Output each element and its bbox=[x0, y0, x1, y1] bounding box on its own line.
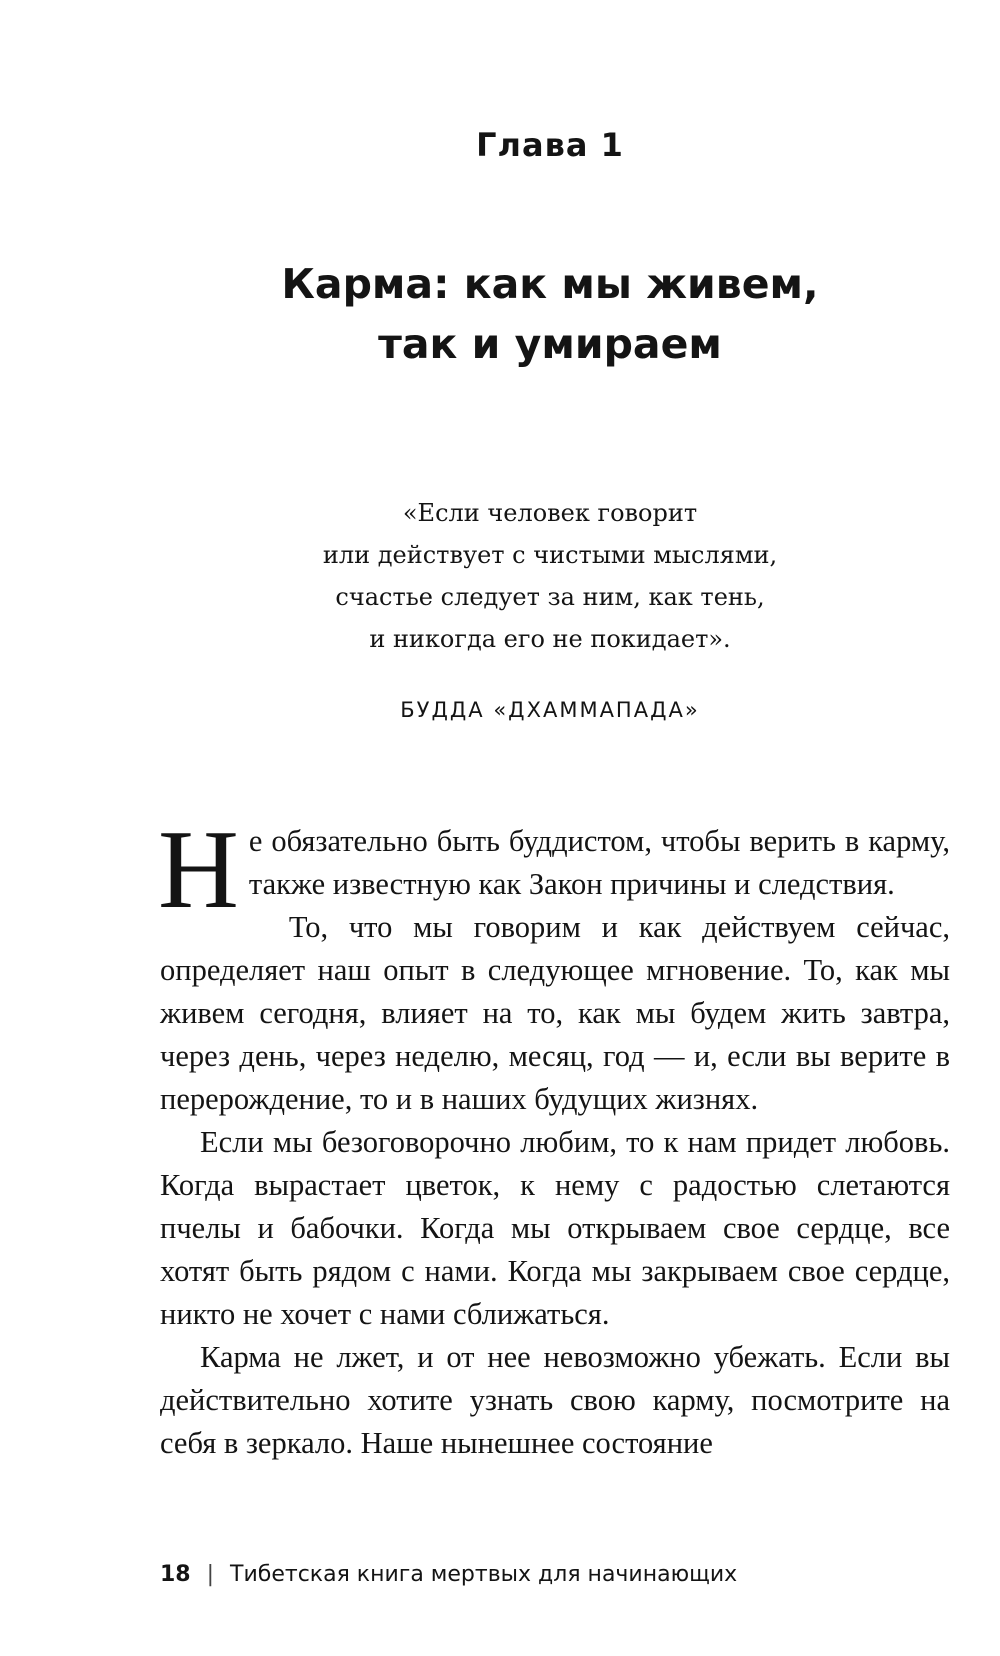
paragraph: То, что мы говорим и как действуем сейчас, определяет наш опыт в следующее мгновение. То, как мы живем сегодня, влияет на то, как мы будем жить завтра, через день, через неделю, месяц, год — и, если вы верите в перерождение, то и в наших будущих жизнях. bbox=[160, 910, 950, 1116]
epigraph-quote bbox=[0, 492, 1000, 660]
epigraph-line: счастье следует за ним, как тень, bbox=[335, 583, 765, 611]
chapter-title-line: так и умираем bbox=[378, 320, 722, 368]
page-number: 18 bbox=[160, 1562, 191, 1587]
epigraph-line: «Если человек говорит bbox=[402, 499, 698, 527]
drop-cap: Н bbox=[158, 808, 239, 932]
epigraph-line: или действует с чистыми мыслями, bbox=[322, 541, 778, 569]
paragraph bbox=[158, 808, 950, 932]
running-title: Тибетская книга мертвых для начинающих bbox=[230, 1562, 738, 1587]
epigraph-line: и никогда его не покидает». bbox=[369, 625, 731, 653]
body-text bbox=[158, 808, 950, 1465]
chapter-title bbox=[0, 254, 1000, 374]
chapter-title-line: Карма: как мы живем, bbox=[281, 260, 819, 308]
footer-separator: | bbox=[206, 1562, 215, 1587]
page-footer bbox=[160, 1562, 737, 1587]
paragraph: Если мы безоговорочно любим, то к нам придет любовь. Когда вырастает цветок, к нему с радостью слетаются пчелы и бабочки. Когда мы открываем свое сердце, все хотят быть рядом с нами. Когда мы закрываем свое сердце, никто не хочет с нами сближаться. bbox=[160, 1125, 950, 1331]
paragraph: Карма не лжет, и от нее невозможно убежать. Если вы действительно хотите узнать свою карму, посмотрите на себя в зеркало. Наше нынешнее состояние bbox=[160, 1340, 950, 1460]
epigraph-attribution: БУДДА «ДХАММАПАДА» bbox=[400, 698, 700, 722]
chapter-label: Глава 1 bbox=[476, 126, 624, 164]
paragraph-text: е обязательно быть буддистом, чтобы верить в карму, также известную как Закон причины и следствия. bbox=[248, 824, 950, 901]
